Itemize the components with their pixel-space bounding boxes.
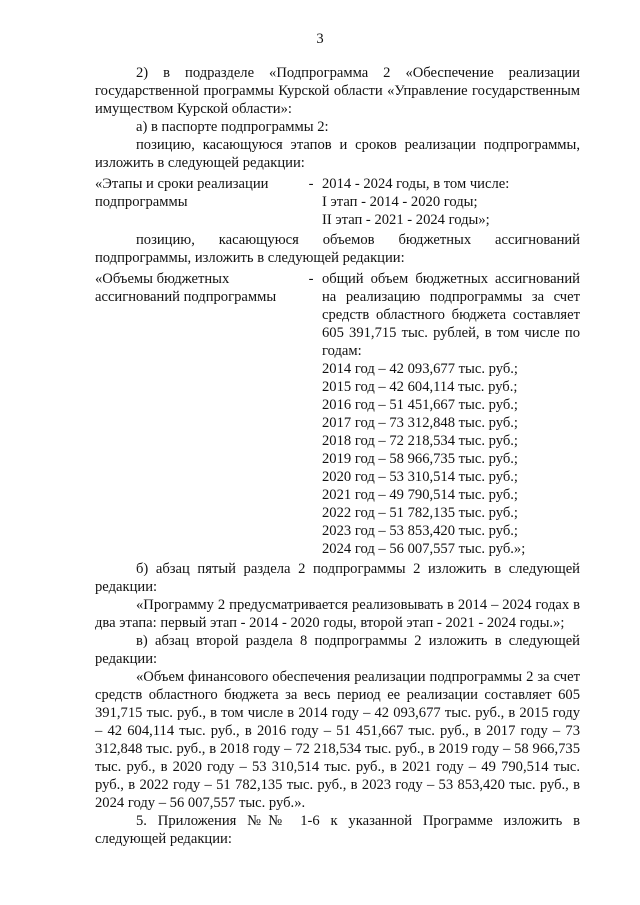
budget-total-text: общий объем бюджетных ассигнований на реализацию подпрограммы за счет средств областного бюджета составляет 605 391,715 тыс. рублей, в том числе по годам: bbox=[322, 271, 580, 359]
budget-year-line: 2016 год – 51 451,667 тыс. руб.; bbox=[322, 397, 518, 413]
paragraph-quote-finance: «Объем финансового обеспечения реализации подпрограммы 2 за счет средств областного бюджета за весь период ее реализации составляет 605 391,715 тыс. руб., в том числе в 2014 году – 42 093,677 тыс. руб., в 2015 году – 42 604,114 тыс. руб., в 2016 году – 51 451,667 тыс. руб., в 2017 году – 73 312,848 тыс. руб., в 2018 году – 72 218,534 тыс. руб., в 2019 году – 58 966,735 тыс. руб., в 2020 году – 53 310,514 тыс. руб., в 2021 году – 49 790,514 тыс. руб., в 2022 году – 51 782,135 тыс. руб., в 2023 году – 53 853,420 тыс. руб., в 2024 году – 56 007,557 тыс. руб.». bbox=[95, 669, 580, 811]
budget-label: «Объемы бюджетных ассигнований подпрограммы bbox=[95, 271, 277, 305]
paragraph-budget-intro: позицию, касающуюся объемов бюджетных ассигнований подпрограммы, изложить в следующей редакции: bbox=[95, 232, 580, 266]
budget-year-line: 2024 год – 56 007,557 тыс. руб.»; bbox=[322, 541, 526, 557]
budget-year-line: 2022 год – 51 782,135 тыс. руб.; bbox=[322, 505, 518, 521]
stages-line: 2014 - 2024 годы, в том числе: bbox=[322, 176, 510, 192]
budget-year-line: 2017 год – 73 312,848 тыс. руб.; bbox=[322, 415, 518, 431]
stages-line: I этап - 2014 - 2020 годы; bbox=[322, 194, 478, 210]
budget-table bbox=[95, 270, 580, 558]
stages-table bbox=[95, 175, 580, 229]
stages-value bbox=[322, 175, 580, 229]
budget-year-line: 2019 год – 58 966,735 тыс. руб.; bbox=[322, 451, 518, 467]
budget-year-line: 2018 год – 72 218,534 тыс. руб.; bbox=[322, 433, 518, 449]
paragraph-subitem-b: б) абзац пятый раздела 2 подпрограммы 2 изложить в следующей редакции: bbox=[95, 561, 580, 595]
paragraph-item-2: 2) в подразделе «Подпрограмма 2 «Обеспечение реализации государственной программы Курской области «Управление государственным имуществом Курской области»: bbox=[95, 65, 580, 117]
paragraph-stages-intro: позицию, касающуюся этапов и сроков реализации подпрограммы, изложить в следующей редакции: bbox=[95, 137, 580, 171]
budget-dash: - bbox=[308, 271, 314, 287]
document-body bbox=[95, 64, 580, 848]
budget-year-line: 2023 год – 53 853,420 тыс. руб.; bbox=[322, 523, 518, 539]
budget-year-line: 2015 год – 42 604,114 тыс. руб.; bbox=[322, 379, 518, 395]
budget-years-list bbox=[322, 360, 580, 558]
paragraph-quote-stages: «Программу 2 предусматривается реализовывать в 2014 – 2024 годах в два этапа: первый этап - 2014 - 2020 годы, второй этап - 2021 - 2024 годы.»; bbox=[95, 597, 580, 631]
stages-dash: - bbox=[308, 176, 314, 192]
budget-value bbox=[322, 270, 580, 558]
stages-line: II этап - 2021 - 2024 годы»; bbox=[322, 212, 490, 228]
paragraph-subitem-v: в) абзац второй раздела 8 подпрограммы 2 изложить в следующей редакции: bbox=[95, 633, 580, 667]
stages-label: «Этапы и сроки реализации подпрограммы bbox=[95, 176, 269, 210]
page-number: 3 bbox=[316, 31, 324, 47]
paragraph-item-5: 5. Приложения №№ 1-6 к указанной Программе изложить в следующей редакции: bbox=[95, 813, 580, 847]
budget-year-line: 2020 год – 53 310,514 тыс. руб.; bbox=[322, 469, 518, 485]
budget-year-line: 2014 год – 42 093,677 тыс. руб.; bbox=[322, 361, 518, 377]
budget-year-line: 2021 год – 49 790,514 тыс. руб.; bbox=[322, 487, 518, 503]
paragraph-subitem-a: а) в паспорте подпрограммы 2: bbox=[136, 119, 329, 135]
